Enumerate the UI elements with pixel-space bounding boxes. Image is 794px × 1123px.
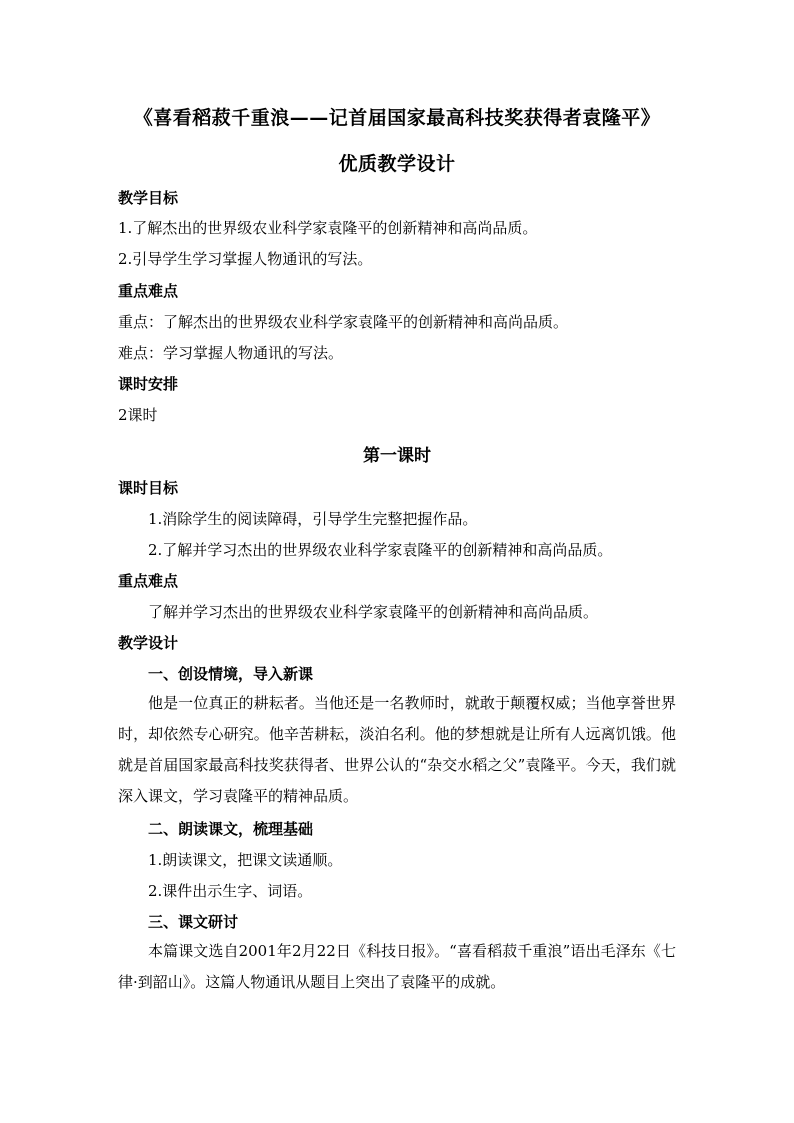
schedule-value: 2课时 [118, 406, 158, 424]
section-paragraph: 他是一位真正的耕耘者。当他还是一名教师时，就敢于颠覆权威；当他享誉世界时，却依然专心研究。他辛苦耕耘，淡泊名利。他的梦想就是让所有人远离饥饿。他就是首届国家最高科技奖获得者、世界公认的“杂交水稻之父”袁隆平。今天，我们就深入课文，学习袁隆平的精神品质。 [118, 694, 676, 805]
section-item: 1.朗读课文，把课文读通顺。 [148, 851, 343, 869]
teaching-goals-heading: 教学目标 [118, 189, 179, 207]
document-title: 《喜看稻菽千重浪——记首届国家最高科技奖获得者袁隆平》 [133, 107, 661, 129]
lesson-goal-item: 1.消除学生的阅读障碍，引导学生完整把握作品。 [148, 510, 478, 528]
key-points-heading: 重点难点 [118, 282, 179, 300]
section-heading: 三、课文研讨 [148, 913, 239, 931]
section-heading: 一、创设情境，导入新课 [148, 665, 314, 683]
lesson-goal-item: 2.了解并学习杰出的世界级农业科学家袁隆平的创新精神和高尚品质。 [148, 541, 613, 559]
key-point-difficulty: 难点：学习掌握人物通讯的写法。 [118, 344, 344, 362]
lesson-goals-heading: 课时目标 [118, 479, 179, 497]
key-point-focus: 重点：了解杰出的世界级农业科学家袁隆平的创新精神和高尚品质。 [118, 313, 569, 331]
lesson-key-heading: 重点难点 [118, 572, 179, 590]
schedule-heading: 课时安排 [118, 375, 179, 393]
section-paragraph: 本篇课文选自2001年2月22日《科技日报》。“喜看稻菽千重浪”语出毛泽东《七律·到韶山》。这篇人物通讯从题目上突出了袁隆平的成就。 [118, 942, 676, 991]
lesson-title: 第一课时 [363, 446, 431, 466]
section-heading: 二、朗读课文，梳理基础 [148, 820, 314, 838]
document-subtitle: 优质教学设计 [338, 153, 456, 175]
section-item: 2.课件出示生字、词语。 [148, 882, 313, 900]
teaching-design-heading: 教学设计 [118, 634, 179, 652]
teaching-goal-item: 2.引导学生学习掌握人物通讯的写法。 [118, 250, 373, 268]
lesson-key-text: 了解并学习杰出的世界级农业科学家袁隆平的创新精神和高尚品质。 [148, 603, 599, 621]
teaching-goal-item: 1.了解杰出的世界级农业科学家袁隆平的创新精神和高尚品质。 [118, 219, 538, 237]
